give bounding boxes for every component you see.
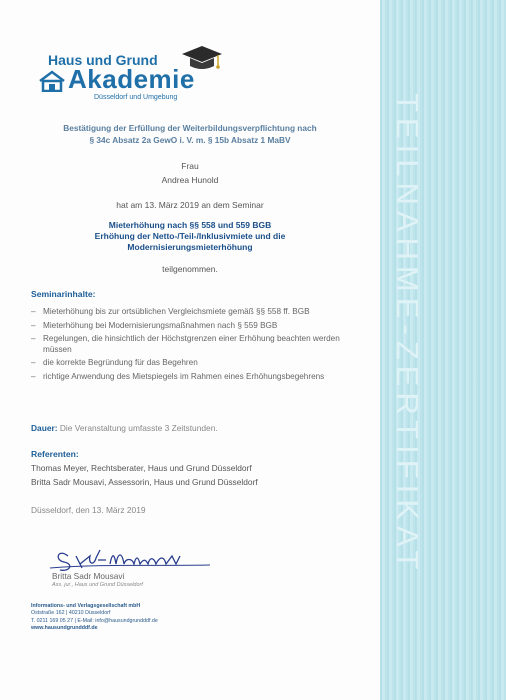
seminar-title-line-1: Mieterhöhung nach §§ 558 und 559 BGB [108,220,272,230]
list-item: – die korrekte Begründung für das Begehren [31,358,341,369]
logo-text-haus-und-grund: Haus und Grund [48,52,158,68]
referent-1: Thomas Meyer, Rechtsberater, Haus und Grund Düsseldorf [31,463,252,473]
footer-address: Oststraße 162 | 40210 Düsseldorf [31,610,111,617]
duration-text: Die Veranstaltung umfasste 3 Zeitstunden. [57,423,218,433]
confirmation-line-2: § 34c Absatz 2a GewO i. V. m. § 15b Absatz 1 MaBV [89,135,291,145]
handwritten-signature [40,534,220,574]
seminar-date-line: hat am 13. März 2019 an dem Seminar [116,200,264,210]
seminar-title-line-3: Modernisierungsmieterhöhung [127,242,253,252]
seminar-title-line-2: Erhöhung der Netto-/Teil-/Inklusivmiete und die [94,231,286,241]
list-item: – Mieterhöhung bei Modernisierungsmaßnahmen nach § 559 BGB [31,321,341,332]
contents-list [31,307,341,385]
footer-contact-line: T. 0211 169 05 27 | E-Mail: info@hausundgrundddf.de [31,617,158,624]
logo-text-akademie: Akademie [68,64,195,94]
list-item: – Mieterhöhung bis zur ortsüblichen Vergleichsmiete gemäß §§ 558 ff. BGB [31,307,341,318]
footer-company: Informations- und Verlagsgesellschaft mbH [31,603,141,609]
contents-heading: Seminarinhalte: [31,289,96,299]
academy-logo [38,52,208,107]
confirmation-line-1: Bestätigung der Erfüllung der Weiterbildungsverpflichtung nach [63,123,317,133]
duration-line [31,423,218,433]
signatory-role: Ass. jur., Haus und Grund Düsseldorf [52,582,143,588]
logo-text-location: Düsseldorf und Umgebung [94,94,178,101]
certificate-vertical-title: TEILNAHME-ZERTIFIKAT [390,92,425,576]
referents-heading: Referenten: [31,449,79,459]
footer-website: www.hausundgrundddf.de [31,624,98,631]
referent-2: Britta Sadr Mousavi, Assessorin, Haus und Grund Düsseldorf [31,477,258,487]
house-icon [38,70,66,92]
duration-label: Dauer: [31,423,58,433]
list-item: – Regelungen, die hinsichtlich der Höchstgrenzen einer Erhöhung beachten werden müssen [31,334,341,355]
footer-contact [31,603,158,632]
participated-text: teilgenommen. [162,264,218,274]
place-and-date: Düsseldorf, den 13. März 2019 [31,505,146,515]
signatory-name: Britta Sadr Mousavi [52,571,125,581]
participant-name: Andrea Hunold [161,175,219,185]
participant-salutation: Frau [181,161,199,171]
seminar-title [20,220,360,253]
confirmation-text [20,122,360,146]
list-item: – richtige Anwendung des Mietspiegels im Rahmen eines Erhöhungsbegehrens [31,372,341,383]
